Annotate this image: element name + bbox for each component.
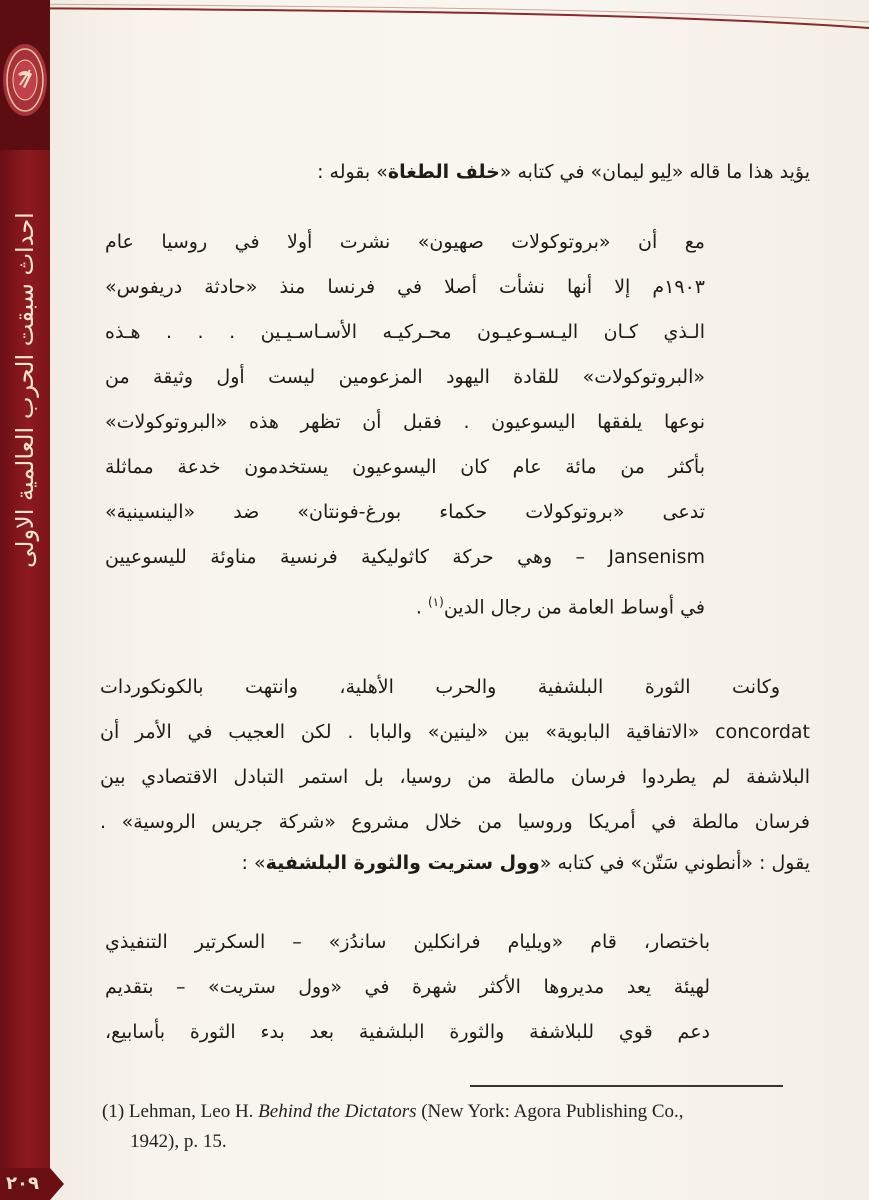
footnote-suffix: (New York: Agora Publishing Co., bbox=[416, 1101, 684, 1122]
footnote-book-title: Behind the Dictators bbox=[258, 1101, 417, 1122]
intro-text-before: يؤيد هذا ما قاله «لِيو ليمان» في كتابه « bbox=[499, 161, 810, 183]
footnote-line2: 1942), p. 15. bbox=[130, 1131, 227, 1152]
para-line: البلاشفة لم يطردوا فرسان مالطة من روسيا، بل استمر التبادل الاقتصادي بين bbox=[100, 766, 810, 788]
footnote bbox=[102, 1097, 792, 1157]
quote-line: ١٩٠٣م إلا أنها نشأت أصلا في فرنسا منذ «حادثة دريفوس» bbox=[105, 276, 705, 298]
quote-line: Jansenism – وهي حركة كاثوليكية فرنسية مناوئة لليسوعيين bbox=[105, 546, 705, 568]
top-decorative-rule bbox=[0, 0, 869, 40]
quote-last-line: في أوساط العامة من رجال الدين bbox=[443, 596, 705, 619]
quote2-line: باختصار، قام «ويليام فرانكلين ساندُز» – السكرتير التنفيذي bbox=[105, 931, 710, 953]
quote-line: تدعى «بروتوكولات حكماء بورغ-فونتان» ضد «الينسينية» bbox=[105, 501, 705, 523]
running-chapter-title: احداث سبقت الحرب العالمية الاولى bbox=[11, 212, 39, 568]
quote-line: الـذي كـان اليـسـوعيـون محـركيـه الأسـاسـيـين . . . هـذه bbox=[105, 321, 705, 343]
quote2-line: دعم قوي للبلاشفة والثورة البلشفية بعد بدء الثورة بأسابيع، bbox=[105, 1021, 710, 1043]
intro-text-after: » بقوله : bbox=[317, 161, 388, 183]
quote-line: نوعها يلفقها اليسوعيون . فقبل أن تظهر هذه «البروتوكولات» bbox=[105, 411, 705, 433]
quote-line: بأكثر من مائة عام كان اليسوعيون يستخدمون خدعة مماثلة bbox=[105, 456, 705, 478]
footnote-reference: (١) bbox=[427, 595, 444, 609]
para-line: فرسان مالطة في أمريكا وروسيا من خلال مشروع «شركة جريس الروسية» . bbox=[100, 811, 810, 833]
quote2-line: لهيئة يعد مديروها الأكثر شهرة في «وول ستريت» – بتقديم bbox=[105, 976, 710, 998]
page-number: ٢٠٩ bbox=[0, 1168, 50, 1200]
intro-paragraph bbox=[110, 156, 810, 188]
quote-line: مع أن «بروتوكولات صهيون» نشرت أولا في روسيا عام bbox=[105, 231, 705, 253]
block-quote-sutton bbox=[105, 920, 710, 1055]
para-last-after: » : bbox=[241, 852, 266, 874]
para-line: وكانت الثورة البلشفية والحرب الأهلية، وانتهت بالكونكوردات bbox=[100, 676, 780, 698]
block-quote-lehman bbox=[105, 220, 705, 630]
emblem-seal-icon bbox=[2, 40, 48, 120]
quote-last-punct: . bbox=[415, 596, 428, 619]
para-book-title: وول ستريت والثورة البلشفية bbox=[265, 852, 540, 874]
intro-book-title: خلف الطغاة bbox=[387, 161, 500, 183]
body-paragraph bbox=[100, 665, 810, 881]
side-band bbox=[0, 0, 50, 1200]
quote-line: «البروتوكولات» للقادة اليهود المزعومين ليست أول وثيقة من bbox=[105, 366, 705, 388]
para-line: concordat «الاتفاقية البابوية» بين «لينين» والبابا . لكن العجيب في الأمر أن bbox=[100, 721, 810, 743]
page-number-arrow bbox=[50, 1168, 64, 1200]
para-last-before: يقول : «أنطوني سَتّن» في كتابه « bbox=[539, 852, 810, 874]
footnote-separator bbox=[470, 1085, 783, 1087]
footnote-prefix: (1) Lehman, Leo H. bbox=[102, 1101, 259, 1122]
